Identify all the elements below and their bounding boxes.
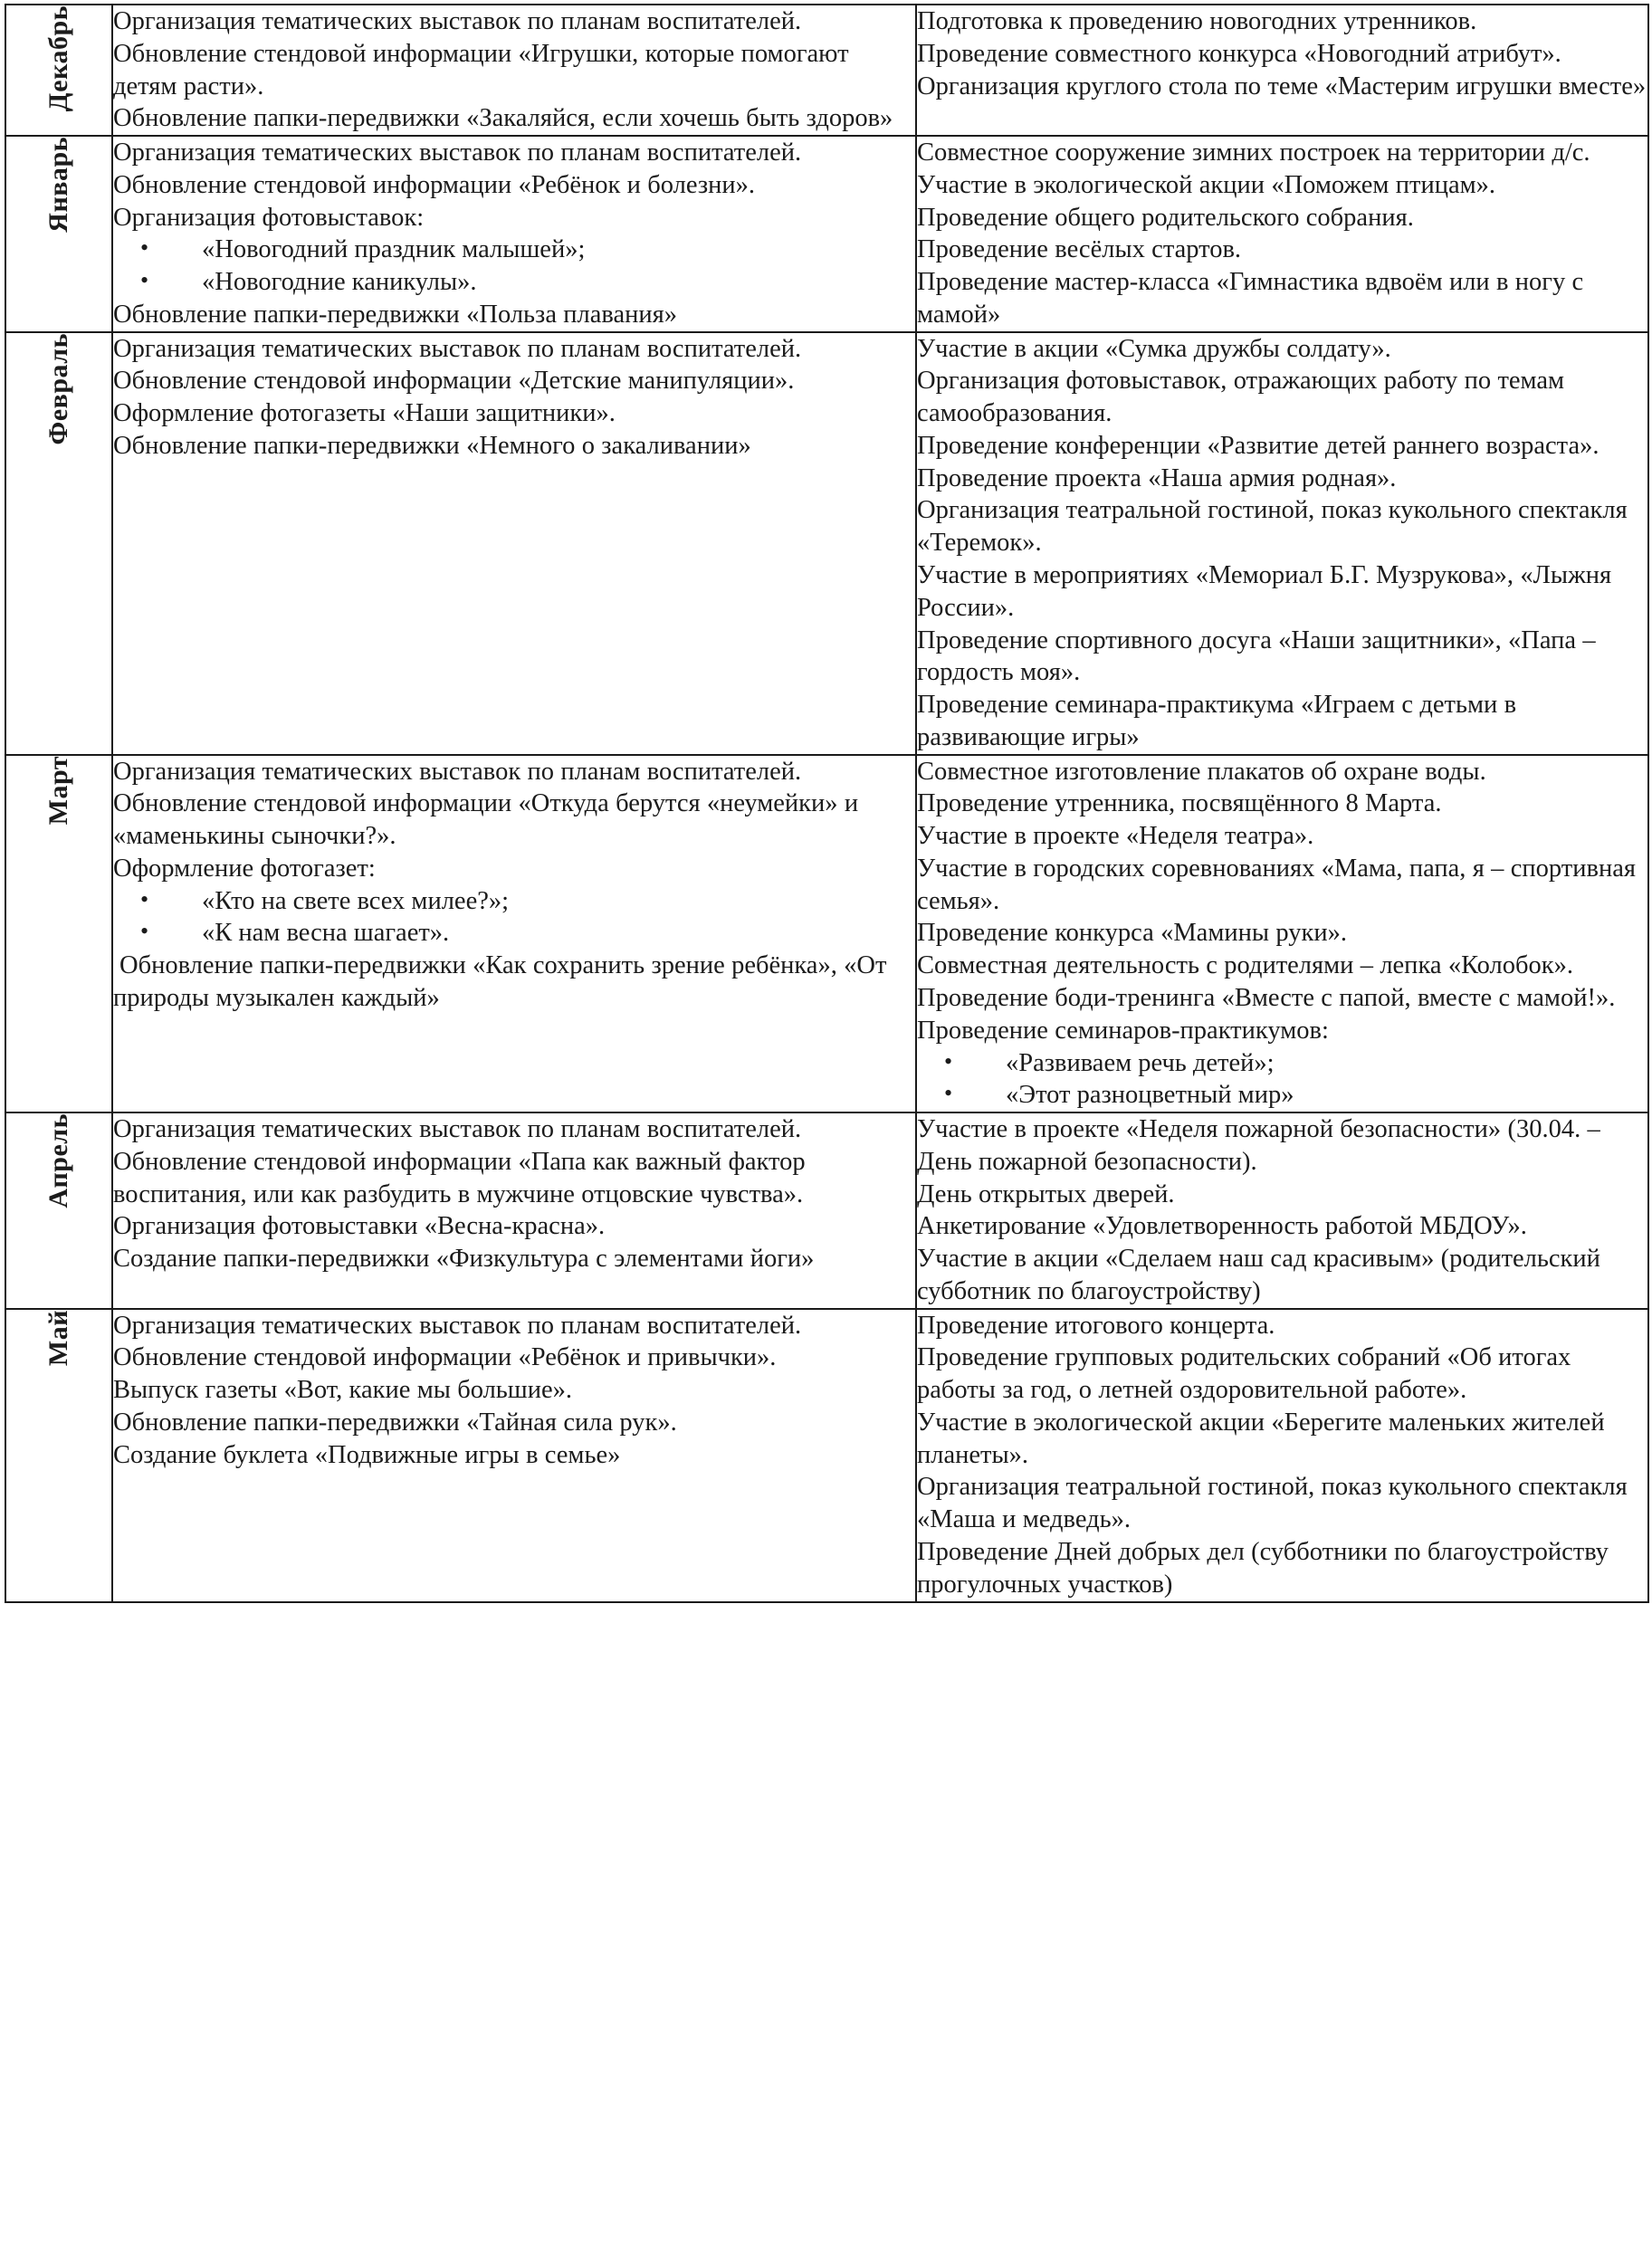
bullet-list bbox=[113, 234, 915, 299]
content-line: Обновление стендовой информации «Папа как важный фактор воспитания, или как разбудить в мужчине отцовские чувства». bbox=[113, 1147, 806, 1208]
content-line: Анкетирование «Удовлетворенность работой МБДОУ». bbox=[917, 1212, 1527, 1241]
content-line: Обновление папки-передвижки «Немного о закаливании» bbox=[113, 431, 751, 460]
month-label: Май bbox=[43, 1309, 73, 1366]
content-line: Участие в мероприятиях «Мемориал Б.Г. Музрукова», «Лыжня России». bbox=[917, 561, 1612, 622]
table-row bbox=[5, 1309, 1648, 1602]
informational-work-cell bbox=[112, 1309, 916, 1602]
content-line: Проведение весёлых стартов. bbox=[917, 235, 1242, 264]
content-line: Организация тематических выставок по планам воспитателей. bbox=[113, 757, 802, 786]
content-line: Совместное сооружение зимних построек на территории д/с. bbox=[917, 138, 1590, 167]
plan-table bbox=[5, 4, 1649, 1603]
events-cell bbox=[916, 1309, 1648, 1602]
table-row bbox=[5, 1112, 1648, 1309]
table-row bbox=[5, 136, 1648, 332]
content-line: Организация тематических выставок по планам воспитателей. bbox=[113, 7, 802, 35]
bullet-item: • «Кто на свете всех милее?»; bbox=[113, 885, 915, 918]
content-line: Организация тематических выставок по планам воспитателей. bbox=[113, 1311, 802, 1340]
month-cell bbox=[5, 136, 112, 332]
content-line: Обновление стендовой информации «Детские манипуляции». bbox=[113, 367, 795, 396]
content-line: Организация театральной гостиной, показ кукольного спектакля «Теремок». bbox=[917, 496, 1628, 558]
content-line: Совместная деятельность с родителями – лепка «Колобок». bbox=[917, 951, 1573, 980]
content-line: Проведение совместного конкурса «Новогодний атрибут». bbox=[917, 39, 1561, 68]
content-line: Организация театральной гостиной, показ кукольного спектакля «Маша и медведь». bbox=[917, 1473, 1628, 1534]
month-label: Январь bbox=[43, 137, 73, 233]
table-row bbox=[5, 5, 1648, 136]
content-line: Проведение боди-тренинга «Вместе с папой, вместе с мамой!». bbox=[917, 983, 1616, 1012]
content-line: Обновление папки-передвижки «Польза плавания» bbox=[113, 300, 678, 329]
informational-work-cell bbox=[112, 1112, 916, 1309]
content-line: Создание папки-передвижки «Физкультура с элементами йоги» bbox=[113, 1245, 815, 1274]
content-line: Организация фотовыставок, отражающих работу по темам самообразования. bbox=[917, 367, 1565, 428]
table-row bbox=[5, 755, 1648, 1112]
informational-work-cell bbox=[112, 332, 916, 755]
content-line: Обновление папки-передвижки «Как сохранить зрение ребёнка», «От природы музыкален каждый» bbox=[113, 951, 887, 1012]
content-line: Проведение конкурса «Мамины руки». bbox=[917, 919, 1347, 948]
month-label: Апрель bbox=[43, 1113, 73, 1208]
content-line: Обновление стендовой информации «Игрушки, которые помогают детям расти». bbox=[113, 39, 849, 100]
content-line: День открытых дверей. bbox=[917, 1179, 1175, 1208]
content-line: Организация тематических выставок по планам воспитателей. bbox=[113, 334, 802, 363]
events-cell bbox=[916, 136, 1648, 332]
bullet-list bbox=[113, 885, 915, 950]
bullet-item: • «Этот разноцветный мир» bbox=[917, 1079, 1647, 1112]
content-line: Организация тематических выставок по планам воспитателей. bbox=[113, 1115, 802, 1144]
events-cell bbox=[916, 5, 1648, 136]
month-label: Декабрь bbox=[43, 5, 73, 112]
content-line: Проведение итогового концерта. bbox=[917, 1311, 1275, 1340]
content-line: Обновление стендовой информации «Ребёнок и болезни». bbox=[113, 170, 755, 199]
content-line: Обновление папки-передвижки «Закаляйся, если хочешь быть здоров» bbox=[113, 104, 893, 133]
bullet-item: • «Развиваем речь детей»; bbox=[917, 1047, 1647, 1080]
informational-work-cell bbox=[112, 136, 916, 332]
content-line: Оформление фотогазеты «Наши защитники». bbox=[113, 399, 616, 428]
informational-work-cell bbox=[112, 755, 916, 1112]
content-line: Участие в акции «Сумка дружбы солдату». bbox=[917, 334, 1391, 363]
content-line: Организация фотовыставок: bbox=[113, 203, 425, 232]
content-line: Проведение утренника, посвящённого 8 Марта. bbox=[917, 789, 1442, 818]
content-line: Проведение спортивного досуга «Наши защитники», «Папа – гордость моя». bbox=[917, 625, 1596, 687]
month-cell bbox=[5, 332, 112, 755]
content-line: Проведение общего родительского собрания. bbox=[917, 203, 1414, 232]
month-cell bbox=[5, 5, 112, 136]
bullet-list bbox=[917, 1047, 1647, 1112]
content-line: Организация фотовыставки «Весна-красна». bbox=[113, 1212, 606, 1241]
events-cell bbox=[916, 332, 1648, 755]
content-line: Обновление стендовой информации «Ребёнок и привычки». bbox=[113, 1343, 777, 1372]
content-line: Оформление фотогазет: bbox=[113, 854, 376, 883]
content-line: Создание буклета «Подвижные игры в семье» bbox=[113, 1440, 621, 1469]
bullet-item: • «Новогодний праздник малышей»; bbox=[113, 234, 915, 266]
month-cell bbox=[5, 1309, 112, 1602]
content-line: Проведение проекта «Наша армия родная». bbox=[917, 463, 1397, 492]
content-line: Проведение Дней добрых дел (субботники по благоустройству прогулочных участков) bbox=[917, 1537, 1609, 1599]
content-line: Участие в городских соревнованиях «Мама, папа, я – спортивная семья». bbox=[917, 854, 1636, 915]
bullet-item: • «Новогодние каникулы». bbox=[113, 266, 915, 299]
bullet-item: • «К нам весна шагает». bbox=[113, 917, 915, 950]
content-line: Проведение конференции «Развитие детей раннего возраста». bbox=[917, 431, 1599, 460]
content-line: Участие в экологической акции «Поможем птицам». bbox=[917, 170, 1496, 199]
month-cell bbox=[5, 1112, 112, 1309]
content-line: Проведение семинаров-практикумов: bbox=[917, 1016, 1329, 1045]
content-line: Организация тематических выставок по планам воспитателей. bbox=[113, 138, 802, 167]
events-cell bbox=[916, 1112, 1648, 1309]
content-line: Организация круглого стола по теме «Мастерим игрушки вместе» bbox=[917, 72, 1647, 100]
content-line: Обновление папки-передвижки «Тайная сила рук». bbox=[113, 1408, 677, 1437]
content-line: Участие в проекте «Неделя пожарной безопасности» (30.04. – День пожарной безопасности). bbox=[917, 1115, 1600, 1176]
content-line: Проведение групповых родительских собраний «Об итогах работы за год, о летней оздоровительной работе». bbox=[917, 1343, 1571, 1405]
content-line: Совместное изготовление плакатов об охране воды. bbox=[917, 757, 1486, 786]
month-label: Февраль bbox=[43, 332, 73, 445]
informational-work-cell bbox=[112, 5, 916, 136]
content-line: Выпуск газеты «Вот, какие мы большие». bbox=[113, 1376, 573, 1405]
content-line: Обновление стендовой информации «Откуда берутся «неумейки» и «маменькины сыночки?». bbox=[113, 789, 859, 851]
month-cell bbox=[5, 755, 112, 1112]
content-line: Участие в экологической акции «Берегите маленьких жителей планеты». bbox=[917, 1408, 1605, 1469]
content-line: Подготовка к проведению новогодних утренников. bbox=[917, 7, 1477, 35]
content-line: Участие в акции «Сделаем наш сад красивым» (родительский субботник по благоустройству) bbox=[917, 1245, 1600, 1305]
table-row bbox=[5, 332, 1648, 755]
content-line: Участие в проекте «Неделя театра». bbox=[917, 822, 1314, 851]
content-line: Проведение семинара-практикума «Играем с детьми в развивающие игры» bbox=[917, 691, 1517, 751]
events-cell bbox=[916, 755, 1648, 1112]
month-label: Март bbox=[43, 755, 73, 825]
plan-table-body bbox=[5, 5, 1648, 1602]
content-line: Проведение мастер-класса «Гимнастика вдвоём или в ногу с мамой» bbox=[917, 268, 1584, 329]
